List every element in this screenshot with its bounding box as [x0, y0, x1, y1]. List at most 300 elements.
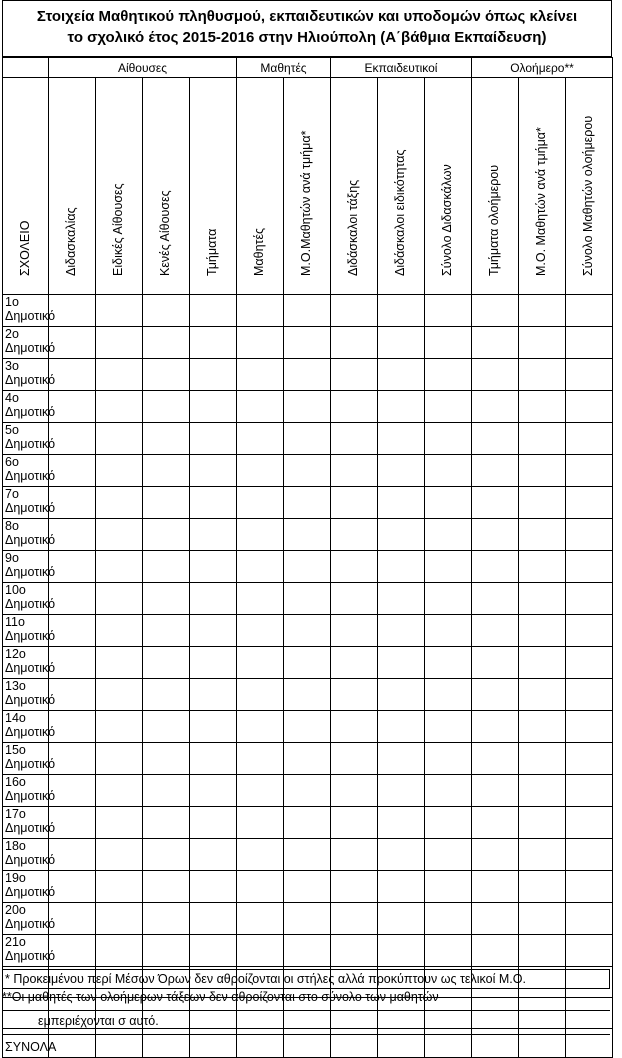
- data-cell[interactable]: [519, 615, 566, 647]
- data-cell[interactable]: [331, 423, 378, 455]
- data-cell[interactable]: [96, 871, 143, 903]
- data-cell[interactable]: [143, 583, 190, 615]
- data-cell[interactable]: [331, 327, 378, 359]
- data-cell[interactable]: [425, 807, 472, 839]
- data-cell[interactable]: [237, 455, 284, 487]
- data-cell[interactable]: [566, 775, 613, 807]
- data-cell[interactable]: [190, 583, 237, 615]
- data-cell[interactable]: [378, 903, 425, 935]
- data-cell[interactable]: [472, 711, 519, 743]
- data-cell[interactable]: [190, 743, 237, 775]
- school-name-cell[interactable]: 19ο Δημοτικό: [3, 871, 49, 903]
- data-cell[interactable]: [472, 775, 519, 807]
- data-cell[interactable]: [96, 519, 143, 551]
- data-cell[interactable]: [190, 391, 237, 423]
- data-cell[interactable]: [566, 711, 613, 743]
- data-cell[interactable]: [519, 359, 566, 391]
- data-cell[interactable]: [190, 647, 237, 679]
- data-cell[interactable]: [190, 807, 237, 839]
- data-cell[interactable]: [143, 807, 190, 839]
- data-cell[interactable]: [566, 519, 613, 551]
- data-cell[interactable]: [143, 1029, 190, 1058]
- data-cell[interactable]: [96, 455, 143, 487]
- school-name-cell[interactable]: 5ο Δημοτικό: [3, 423, 49, 455]
- data-cell[interactable]: [49, 839, 96, 871]
- data-cell[interactable]: [331, 455, 378, 487]
- data-cell[interactable]: [378, 327, 425, 359]
- data-cell[interactable]: [331, 807, 378, 839]
- school-name-cell[interactable]: 8ο Δημοτικό: [3, 519, 49, 551]
- data-cell[interactable]: [143, 711, 190, 743]
- data-cell[interactable]: [472, 871, 519, 903]
- data-cell[interactable]: [143, 455, 190, 487]
- data-cell[interactable]: [425, 775, 472, 807]
- data-cell[interactable]: [96, 615, 143, 647]
- data-cell[interactable]: [190, 615, 237, 647]
- data-cell[interactable]: [237, 647, 284, 679]
- data-cell[interactable]: [566, 998, 613, 1029]
- data-cell[interactable]: [566, 487, 613, 519]
- data-cell[interactable]: [378, 423, 425, 455]
- data-cell[interactable]: [425, 1029, 472, 1058]
- data-cell[interactable]: [143, 743, 190, 775]
- data-cell[interactable]: [378, 807, 425, 839]
- school-name-cell[interactable]: ΣΥΝΟΛΑ: [3, 1029, 49, 1058]
- data-cell[interactable]: [237, 615, 284, 647]
- data-cell[interactable]: [49, 871, 96, 903]
- data-cell[interactable]: [472, 423, 519, 455]
- data-cell[interactable]: [237, 519, 284, 551]
- data-cell[interactable]: [566, 1029, 613, 1058]
- data-cell[interactable]: [472, 487, 519, 519]
- data-cell[interactable]: [284, 359, 331, 391]
- data-cell[interactable]: [378, 647, 425, 679]
- table-row: [3, 359, 613, 391]
- data-cell[interactable]: [378, 487, 425, 519]
- data-cell[interactable]: [284, 711, 331, 743]
- data-cell[interactable]: [284, 391, 331, 423]
- data-cell[interactable]: [378, 391, 425, 423]
- data-cell[interactable]: [237, 839, 284, 871]
- data-cell[interactable]: [143, 871, 190, 903]
- data-cell[interactable]: [237, 295, 284, 327]
- data-cell[interactable]: [331, 583, 378, 615]
- data-cell[interactable]: [566, 295, 613, 327]
- data-cell[interactable]: [49, 519, 96, 551]
- data-cell[interactable]: [519, 743, 566, 775]
- data-cell[interactable]: [519, 583, 566, 615]
- table-row: [3, 519, 613, 551]
- data-cell[interactable]: [190, 1029, 237, 1058]
- data-cell[interactable]: [378, 679, 425, 711]
- data-cell[interactable]: [237, 903, 284, 935]
- data-cell[interactable]: [472, 295, 519, 327]
- data-cell[interactable]: [96, 1029, 143, 1058]
- data-cell[interactable]: [143, 775, 190, 807]
- data-cell[interactable]: [96, 807, 143, 839]
- data-cell[interactable]: [566, 455, 613, 487]
- data-cell[interactable]: [143, 519, 190, 551]
- data-cell[interactable]: [425, 871, 472, 903]
- data-cell[interactable]: [566, 327, 613, 359]
- data-cell[interactable]: [425, 327, 472, 359]
- data-cell[interactable]: [566, 359, 613, 391]
- data-cell[interactable]: [566, 903, 613, 935]
- data-cell[interactable]: [284, 519, 331, 551]
- data-cell[interactable]: [190, 487, 237, 519]
- data-cell[interactable]: [378, 743, 425, 775]
- title-line-2: το σχολικό έτος 2015-2016 στην Ηλιούπολη (Α΄βάθμια Εκπαίδευση): [67, 29, 547, 46]
- data-cell[interactable]: [378, 871, 425, 903]
- data-cell[interactable]: [190, 551, 237, 583]
- data-cell[interactable]: [425, 743, 472, 775]
- data-cell[interactable]: [425, 423, 472, 455]
- data-cell[interactable]: [566, 871, 613, 903]
- school-name-cell[interactable]: 3ο Δημοτικό: [3, 359, 49, 391]
- data-cell[interactable]: [143, 359, 190, 391]
- data-cell[interactable]: [237, 359, 284, 391]
- data-cell[interactable]: [331, 295, 378, 327]
- data-cell[interactable]: [96, 775, 143, 807]
- data-cell[interactable]: [519, 711, 566, 743]
- data-cell[interactable]: [143, 423, 190, 455]
- school-name-cell[interactable]: 2ο Δημοτικό: [3, 327, 49, 359]
- data-cell[interactable]: [566, 615, 613, 647]
- data-cell[interactable]: [143, 903, 190, 935]
- data-cell[interactable]: [331, 487, 378, 519]
- data-cell[interactable]: [284, 935, 331, 967]
- data-cell[interactable]: [519, 551, 566, 583]
- data-cell[interactable]: [284, 583, 331, 615]
- data-cell[interactable]: [378, 839, 425, 871]
- data-cell[interactable]: [96, 359, 143, 391]
- data-cell[interactable]: [96, 327, 143, 359]
- data-cell[interactable]: [472, 998, 519, 1029]
- data-cell[interactable]: [519, 998, 566, 1029]
- data-cell[interactable]: [284, 615, 331, 647]
- data-cell[interactable]: [143, 551, 190, 583]
- data-cell[interactable]: [425, 487, 472, 519]
- data-cell[interactable]: [425, 359, 472, 391]
- data-cell[interactable]: [143, 327, 190, 359]
- data-cell[interactable]: [472, 935, 519, 967]
- data-cell[interactable]: [425, 391, 472, 423]
- data-cell[interactable]: [143, 647, 190, 679]
- data-cell[interactable]: [284, 327, 331, 359]
- data-cell[interactable]: [425, 455, 472, 487]
- data-cell[interactable]: [566, 583, 613, 615]
- data-cell[interactable]: [566, 423, 613, 455]
- data-cell[interactable]: [519, 423, 566, 455]
- data-cell[interactable]: [190, 327, 237, 359]
- data-cell[interactable]: [284, 775, 331, 807]
- data-cell[interactable]: [331, 839, 378, 871]
- data-cell[interactable]: [519, 807, 566, 839]
- data-cell[interactable]: [378, 295, 425, 327]
- data-cell[interactable]: [331, 775, 378, 807]
- data-cell[interactable]: [378, 775, 425, 807]
- data-cell[interactable]: [143, 295, 190, 327]
- data-cell[interactable]: [331, 391, 378, 423]
- data-cell[interactable]: [237, 775, 284, 807]
- data-cell[interactable]: [96, 839, 143, 871]
- school-name-cell[interactable]: 10ο Δημοτικό: [3, 583, 49, 615]
- data-cell[interactable]: [96, 679, 143, 711]
- data-cell[interactable]: [49, 615, 96, 647]
- data-cell[interactable]: [96, 391, 143, 423]
- data-cell[interactable]: [425, 647, 472, 679]
- data-cell[interactable]: [472, 743, 519, 775]
- data-cell[interactable]: [237, 1029, 284, 1058]
- data-cell[interactable]: [237, 935, 284, 967]
- data-cell[interactable]: [190, 775, 237, 807]
- data-cell[interactable]: [96, 743, 143, 775]
- data-cell[interactable]: [519, 871, 566, 903]
- data-cell[interactable]: [378, 359, 425, 391]
- data-cell[interactable]: [519, 487, 566, 519]
- data-cell[interactable]: [49, 423, 96, 455]
- data-cell[interactable]: [519, 839, 566, 871]
- data-cell[interactable]: [566, 935, 613, 967]
- data-cell[interactable]: [190, 295, 237, 327]
- data-cell[interactable]: [331, 935, 378, 967]
- data-cell[interactable]: [284, 839, 331, 871]
- data-cell[interactable]: [190, 359, 237, 391]
- data-cell[interactable]: [519, 519, 566, 551]
- data-cell[interactable]: [331, 551, 378, 583]
- school-name-cell[interactable]: 4ο Δημοτικό: [3, 391, 49, 423]
- data-cell[interactable]: [425, 903, 472, 935]
- column-header-label: Τμήματα: [205, 228, 219, 276]
- data-cell[interactable]: [378, 711, 425, 743]
- school-name-cell[interactable]: 18ο Δημοτικό: [3, 839, 49, 871]
- data-cell[interactable]: [143, 391, 190, 423]
- data-cell[interactable]: [284, 743, 331, 775]
- data-cell[interactable]: [237, 327, 284, 359]
- school-name-cell[interactable]: 16ο Δημοτικό: [3, 775, 49, 807]
- school-name-cell[interactable]: 6ο Δημοτικό: [3, 455, 49, 487]
- data-cell[interactable]: [49, 679, 96, 711]
- data-cell[interactable]: [237, 871, 284, 903]
- data-cell[interactable]: [472, 583, 519, 615]
- data-cell[interactable]: [378, 1029, 425, 1058]
- school-name-cell[interactable]: 13ο Δημοτικό: [3, 679, 49, 711]
- data-cell[interactable]: [331, 903, 378, 935]
- column-header-label: Τμήματα ολοήμερου: [487, 164, 501, 276]
- data-cell[interactable]: [96, 487, 143, 519]
- data-cell[interactable]: [519, 455, 566, 487]
- data-cell[interactable]: [237, 423, 284, 455]
- data-cell[interactable]: [284, 903, 331, 935]
- data-cell[interactable]: [378, 519, 425, 551]
- data-cell[interactable]: [284, 807, 331, 839]
- data-cell[interactable]: [49, 583, 96, 615]
- data-cell[interactable]: [190, 711, 237, 743]
- data-cell[interactable]: [519, 679, 566, 711]
- data-cell[interactable]: [566, 839, 613, 871]
- school-name-cell[interactable]: 1ο Δημοτικό: [3, 295, 49, 327]
- data-cell[interactable]: [425, 711, 472, 743]
- data-cell[interactable]: [519, 391, 566, 423]
- data-cell[interactable]: [331, 647, 378, 679]
- data-cell[interactable]: [378, 551, 425, 583]
- data-cell[interactable]: [425, 679, 472, 711]
- data-cell[interactable]: [284, 551, 331, 583]
- data-cell[interactable]: [190, 871, 237, 903]
- data-cell[interactable]: [284, 1029, 331, 1058]
- data-cell[interactable]: [237, 679, 284, 711]
- data-cell[interactable]: [237, 391, 284, 423]
- data-cell[interactable]: [519, 647, 566, 679]
- data-cell[interactable]: [143, 615, 190, 647]
- data-cell[interactable]: [472, 679, 519, 711]
- data-cell[interactable]: [472, 455, 519, 487]
- data-cell[interactable]: [96, 903, 143, 935]
- data-cell[interactable]: [96, 423, 143, 455]
- data-cell[interactable]: [472, 807, 519, 839]
- data-cell[interactable]: [425, 551, 472, 583]
- data-cell[interactable]: [96, 647, 143, 679]
- data-cell[interactable]: [49, 743, 96, 775]
- data-cell[interactable]: [472, 391, 519, 423]
- data-cell[interactable]: [190, 679, 237, 711]
- data-cell[interactable]: [190, 839, 237, 871]
- data-cell[interactable]: [143, 679, 190, 711]
- data-cell[interactable]: [49, 903, 96, 935]
- school-name-cell[interactable]: 11ο Δημοτικό: [3, 615, 49, 647]
- data-cell[interactable]: [284, 423, 331, 455]
- data-cell[interactable]: [331, 615, 378, 647]
- data-cell[interactable]: [425, 615, 472, 647]
- data-cell[interactable]: [519, 775, 566, 807]
- data-cell[interactable]: [237, 551, 284, 583]
- data-cell[interactable]: [190, 455, 237, 487]
- data-cell[interactable]: [49, 455, 96, 487]
- data-cell[interactable]: [566, 807, 613, 839]
- data-cell[interactable]: [237, 583, 284, 615]
- data-cell[interactable]: [49, 711, 96, 743]
- data-cell[interactable]: [49, 935, 96, 967]
- data-cell[interactable]: [237, 743, 284, 775]
- data-cell[interactable]: [378, 615, 425, 647]
- data-cell[interactable]: [284, 295, 331, 327]
- data-cell[interactable]: [96, 583, 143, 615]
- data-cell[interactable]: [472, 327, 519, 359]
- school-name-cell[interactable]: 9ο Δημοτικό: [3, 551, 49, 583]
- data-cell[interactable]: [143, 839, 190, 871]
- data-cell[interactable]: [284, 455, 331, 487]
- data-cell[interactable]: [237, 487, 284, 519]
- data-cell[interactable]: [190, 903, 237, 935]
- data-cell[interactable]: [425, 935, 472, 967]
- data-cell[interactable]: [331, 359, 378, 391]
- data-cell[interactable]: [49, 359, 96, 391]
- footnote-allday: **Οι μαθητές των ολοήμερων τάξεων δεν αθροίζονται στο σύνολο των μαθητών: [2, 990, 439, 1004]
- school-name-cell[interactable]: 14ο Δημοτικό: [3, 711, 49, 743]
- data-cell[interactable]: [425, 839, 472, 871]
- school-name-cell[interactable]: 12ο Δημοτικό: [3, 647, 49, 679]
- data-cell[interactable]: [472, 519, 519, 551]
- data-cell[interactable]: [49, 391, 96, 423]
- data-cell[interactable]: [96, 711, 143, 743]
- data-cell[interactable]: [472, 615, 519, 647]
- data-cell[interactable]: [566, 647, 613, 679]
- data-cell[interactable]: [237, 807, 284, 839]
- data-cell[interactable]: [519, 935, 566, 967]
- data-cell[interactable]: [472, 359, 519, 391]
- data-cell[interactable]: [519, 327, 566, 359]
- school-name-cell[interactable]: 21ο Δημοτικό: [3, 935, 49, 967]
- data-cell[interactable]: [96, 935, 143, 967]
- data-cell[interactable]: [49, 775, 96, 807]
- school-name-cell[interactable]: 7ο Δημοτικό: [3, 487, 49, 519]
- data-cell[interactable]: [49, 487, 96, 519]
- school-name-cell[interactable]: 15ο Δημοτικό: [3, 743, 49, 775]
- data-cell[interactable]: [472, 903, 519, 935]
- data-cell[interactable]: [519, 903, 566, 935]
- table-row: [3, 455, 613, 487]
- data-cell[interactable]: [284, 679, 331, 711]
- data-cell[interactable]: [566, 391, 613, 423]
- column-header-label: Κενές Αίθουσες: [158, 190, 172, 276]
- column-header-label: Διδασκαλίας: [64, 207, 78, 276]
- data-cell[interactable]: [425, 519, 472, 551]
- data-cell[interactable]: [519, 295, 566, 327]
- data-cell[interactable]: [49, 327, 96, 359]
- data-cell[interactable]: [331, 679, 378, 711]
- data-cell[interactable]: [472, 551, 519, 583]
- data-cell[interactable]: [331, 1029, 378, 1058]
- column-header-label: Σύνολο Μαθητών ολοήμερου: [581, 115, 595, 276]
- data-cell[interactable]: [237, 711, 284, 743]
- data-cell[interactable]: [49, 295, 96, 327]
- data-cell[interactable]: [190, 935, 237, 967]
- data-cell[interactable]: [190, 519, 237, 551]
- data-cell[interactable]: [96, 551, 143, 583]
- data-cell[interactable]: [378, 935, 425, 967]
- school-name-cell[interactable]: 20ο Δημοτικό: [3, 903, 49, 935]
- school-name-cell[interactable]: 17ο Δημοτικό: [3, 807, 49, 839]
- data-cell[interactable]: [331, 743, 378, 775]
- data-cell[interactable]: [96, 295, 143, 327]
- data-cell[interactable]: [331, 711, 378, 743]
- group-teachers: Εκπαιδευτικοί: [331, 58, 472, 78]
- data-cell[interactable]: [284, 647, 331, 679]
- data-cell[interactable]: [566, 551, 613, 583]
- data-cell[interactable]: [143, 487, 190, 519]
- data-cell[interactable]: [566, 743, 613, 775]
- data-cell[interactable]: [378, 455, 425, 487]
- table-row: [3, 839, 613, 871]
- data-cell[interactable]: [378, 583, 425, 615]
- data-cell[interactable]: [425, 583, 472, 615]
- data-cell[interactable]: [566, 679, 613, 711]
- data-cell[interactable]: [472, 647, 519, 679]
- data-cell[interactable]: [190, 423, 237, 455]
- data-cell[interactable]: [472, 1029, 519, 1058]
- data-cell[interactable]: [49, 551, 96, 583]
- data-cell[interactable]: [425, 295, 472, 327]
- data-cell[interactable]: [284, 871, 331, 903]
- data-cell[interactable]: [284, 487, 331, 519]
- data-cell[interactable]: [49, 807, 96, 839]
- data-cell[interactable]: [331, 871, 378, 903]
- data-cell[interactable]: [331, 519, 378, 551]
- data-cell[interactable]: [49, 647, 96, 679]
- data-cell[interactable]: [143, 935, 190, 967]
- data-cell[interactable]: [519, 1029, 566, 1058]
- data-cell[interactable]: [472, 839, 519, 871]
